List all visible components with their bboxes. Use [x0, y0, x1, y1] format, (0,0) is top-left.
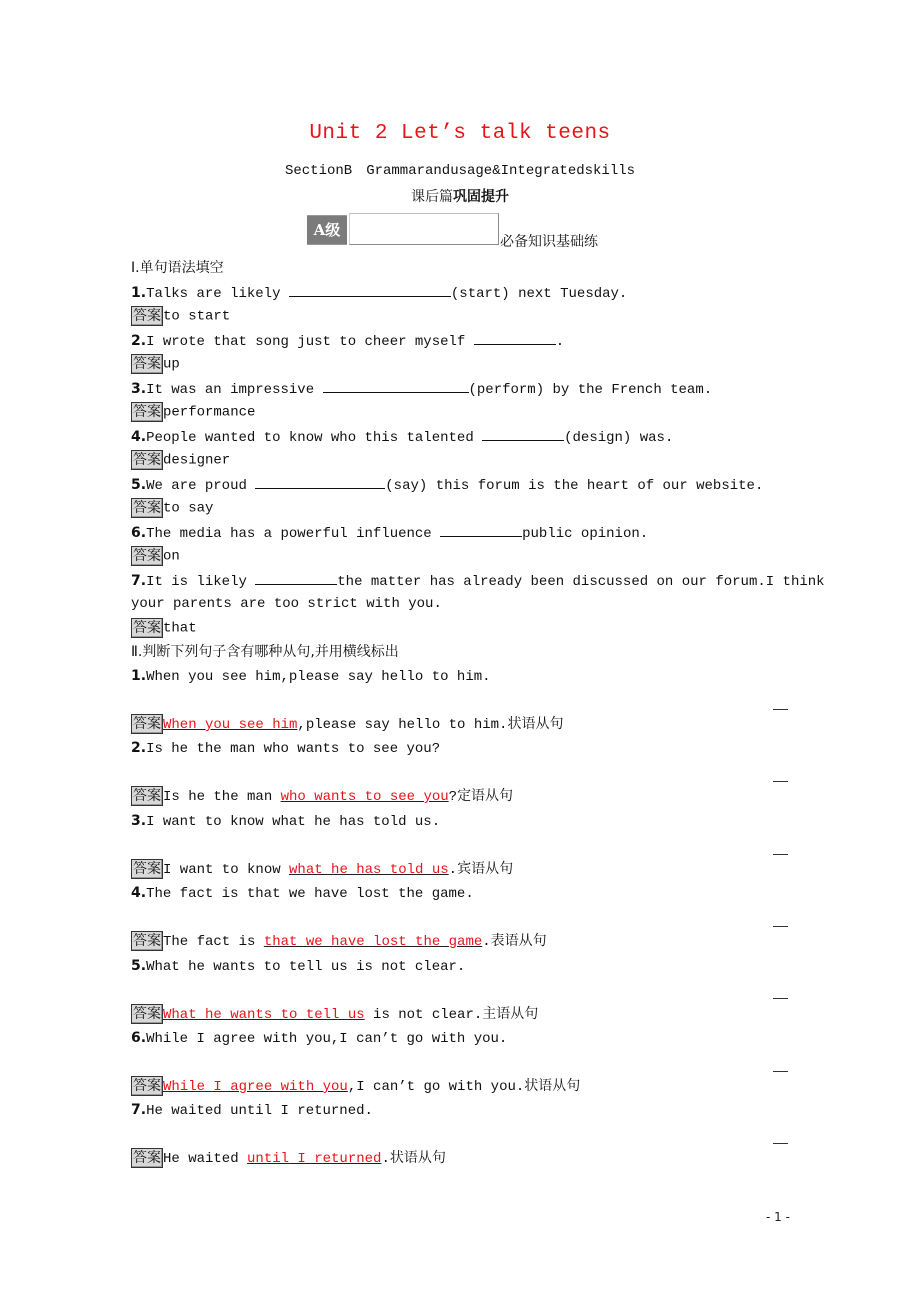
clause-answer-5: 答案 What he wants to tell us is not clear.主语从句 [133, 1006, 539, 1023]
clause-question-1: 1.When you see him,please say hello to him. [131, 668, 491, 685]
answer-1: 答案 to start [133, 308, 231, 325]
clause-question-4: 4.The fact is that we have lost the game. [131, 885, 474, 902]
clause-answer-1: 答案 When you see him,please say hello to him.状语从句 [133, 716, 564, 733]
answer-5: 答案 to say [133, 500, 214, 517]
question-3: 3.It was an impressive (perform) by the French team. [131, 378, 712, 400]
clause-question-5: 5.What he wants to tell us is not clear. [131, 958, 466, 975]
question-7-continuation: your parents are too strict with you. [131, 596, 442, 612]
section-topic: Grammarandusage&Integratedskills [366, 163, 636, 179]
answer-blank [255, 570, 337, 585]
answer-tag: 答案 [133, 861, 161, 878]
question-5: 5.We are proud (say) this forum is the heart of our website. [131, 474, 763, 496]
clause-answer-4: 答案 The fact is that we have lost the game.表语从句 [133, 933, 547, 950]
underlined-clause: until I returned [247, 1151, 382, 1167]
underlined-clause: that we have lost the game [263, 934, 483, 950]
level-box [349, 213, 499, 245]
answer-tag: 答案 [133, 404, 161, 420]
underlined-clause: When you see him [163, 717, 298, 733]
answer-tag: 答案 [133, 308, 161, 324]
clause-question-6: 6.While I agree with you,I can’t go with you. [131, 1030, 508, 1047]
question-1: 1.Talks are likely (start) next Tuesday. [131, 282, 627, 304]
clause-type: 主语从句 [482, 1006, 539, 1022]
answer-6: 答案 on [133, 548, 180, 565]
dash-mark [773, 1143, 788, 1144]
clause-answer-7: 答案 He waited until I returned.状语从句 [133, 1150, 446, 1167]
answer-tag: 答案 [133, 356, 161, 372]
question-6: 6.The media has a powerful influence public opinion. [131, 522, 648, 544]
level-badge: A级 [307, 215, 347, 245]
answer-tag: 答案 [133, 620, 161, 636]
part1-heading: Ⅰ.单句语法填空 [131, 260, 224, 276]
subheading [0, 186, 920, 206]
part2-heading: Ⅱ.判断下列句子含有哪种从句,并用横线标出 [131, 644, 399, 660]
clause-answer-6: 答案 While I agree with you,I can’t go with you.状语从句 [133, 1078, 581, 1095]
answer-blank [289, 282, 451, 297]
underlined-clause: what he has told us [289, 862, 449, 878]
answer-blank [482, 426, 564, 441]
dash-mark [773, 926, 788, 927]
underlined-clause: While I agree with you [163, 1079, 348, 1095]
subheading-prefix: 课后篇 [411, 189, 453, 205]
dash-mark [773, 854, 788, 855]
clause-type: 状语从句 [389, 1150, 446, 1166]
clause-answer-2: 答案 Is he the man who wants to see you?定语从句 [133, 788, 514, 805]
clause-type: 宾语从句 [457, 861, 514, 877]
answer-3: 答案 performance [133, 404, 256, 421]
question-7: 7.It is likely the matter has already been discussed on our forum.I think [131, 570, 825, 592]
answer-7: 答案 that [133, 620, 197, 637]
underlined-clause: who wants to see you [280, 789, 449, 805]
section-label: SectionB [284, 163, 353, 179]
clause-answer-3: 答案 I want to know what he has told us.宾语从句 [133, 861, 514, 878]
clause-type: 表语从句 [490, 933, 547, 949]
answer-tag: 答案 [133, 500, 161, 516]
answer-tag: 答案 [133, 452, 161, 468]
question-4: 4.People wanted to know who this talented (design) was. [131, 426, 673, 448]
answer-tag: 答案 [133, 1078, 161, 1095]
clause-question-3: 3.I want to know what he has told us. [131, 813, 441, 830]
page-title: Unit 2 Let’s talk teens [309, 122, 611, 145]
answer-blank [474, 330, 556, 345]
answer-tag: 答案 [133, 548, 161, 564]
answer-tag: 答案 [133, 1150, 161, 1167]
clause-type: 状语从句 [507, 716, 564, 732]
clause-question-2: 2.Is he the man who wants to see you? [131, 740, 441, 757]
dash-mark [773, 781, 788, 782]
answer-tag: 答案 [133, 788, 161, 805]
section-subtitle [0, 163, 920, 179]
answer-tag: 答案 [133, 933, 161, 950]
dash-mark [773, 998, 788, 999]
clause-question-7: 7.He waited until I returned. [131, 1102, 373, 1119]
answer-blank [440, 522, 522, 537]
answer-blank [255, 474, 385, 489]
clause-type: 状语从句 [524, 1078, 581, 1094]
level-caption: 必备知识基础练 [500, 234, 598, 250]
answer-tag: 答案 [133, 716, 161, 733]
underlined-clause: What he wants to tell us [163, 1007, 365, 1023]
dash-mark [773, 709, 788, 710]
page-number: - 1 - [766, 1210, 790, 1224]
subheading-bold: 巩固提升 [453, 189, 509, 205]
dash-mark [773, 1071, 788, 1072]
answer-blank [323, 378, 469, 393]
clause-type: 定语从句 [457, 788, 514, 804]
answer-4: 答案 designer [133, 452, 231, 469]
answer-2: 答案 up [133, 356, 180, 373]
answer-tag: 答案 [133, 1006, 161, 1023]
question-2: 2.I wrote that song just to cheer myself . [131, 330, 564, 352]
